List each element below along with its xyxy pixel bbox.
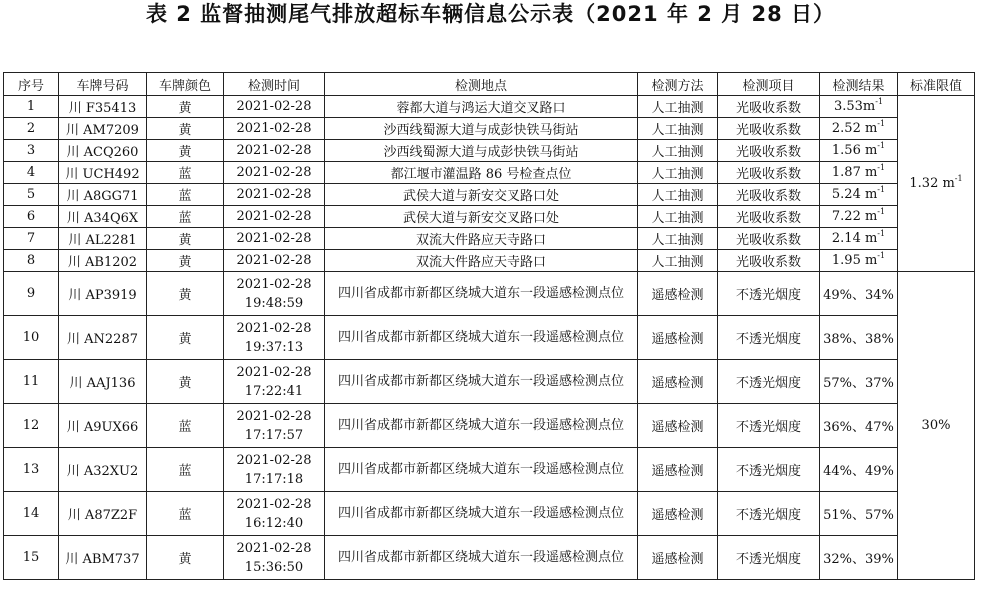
test-date: 2021-02-28 <box>236 364 312 380</box>
test-result-cell <box>820 536 898 580</box>
test-time-cell <box>224 228 325 250</box>
test-result-unit-exponent: -1 <box>877 141 886 150</box>
test-location-cell <box>325 96 638 118</box>
test-result-value: 49%、34% <box>823 288 894 303</box>
test-time-cell <box>224 140 325 162</box>
plate-number-cell: 川 F35413 <box>59 96 147 118</box>
test-result-value: 1.87 m <box>831 165 878 180</box>
test-location: 四川省成都市新都区绕城大道东一段遥感检测点位 <box>337 461 624 477</box>
plate-color-cell: 黄 <box>147 118 224 140</box>
plate-number-cell: 川 AL2281 <box>59 228 147 250</box>
test-location-cell <box>325 250 638 272</box>
row-number-cell: 10 <box>4 316 59 360</box>
test-location: 四川省成都市新都区绕城大道东一段遥感检测点位 <box>337 417 624 433</box>
plate-number-cell: 川 AN2287 <box>59 316 147 360</box>
test-item-cell: 不透光烟度 <box>718 272 820 316</box>
header-cell: 检测时间 <box>224 73 325 96</box>
test-time-cell <box>224 184 325 206</box>
test-date: 2021-02-28 <box>236 209 312 224</box>
test-location-cell <box>325 228 638 250</box>
test-item-cell: 光吸收系数 <box>718 228 820 250</box>
table-row <box>4 96 975 118</box>
test-location-cell <box>325 140 638 162</box>
test-time-cell <box>224 206 325 228</box>
test-location: 武侯大道与新安交叉路口处 <box>402 189 559 204</box>
test-result-value: 57%、37% <box>823 376 894 391</box>
test-location-cell <box>325 118 638 140</box>
test-date: 2021-02-28 <box>236 452 312 468</box>
test-result-cell <box>820 316 898 360</box>
test-method-cell: 遥感检测 <box>638 316 718 360</box>
test-location: 双流大件路应天寺路口 <box>415 233 546 248</box>
row-number-cell: 6 <box>4 206 59 228</box>
table-row <box>4 206 975 228</box>
test-result-value: 32%、39% <box>823 552 894 567</box>
test-result-cell <box>820 228 898 250</box>
test-item-cell: 不透光烟度 <box>718 492 820 536</box>
test-time-cell <box>224 536 325 580</box>
test-item-cell: 光吸收系数 <box>718 96 820 118</box>
plate-color-cell: 黄 <box>147 96 224 118</box>
test-location-cell <box>325 360 638 404</box>
plate-number-cell: 川 AM7209 <box>59 118 147 140</box>
row-number-cell: 15 <box>4 536 59 580</box>
table-row <box>4 140 975 162</box>
test-method-cell: 人工抽测 <box>638 140 718 162</box>
test-item-cell: 不透光烟度 <box>718 536 820 580</box>
test-result-value: 36%、47% <box>823 420 894 435</box>
test-date: 2021-02-28 <box>236 408 312 424</box>
test-location: 沙西线蜀源大道与成彭快铁马街站 <box>383 123 579 138</box>
plate-number-cell: 川 A32XU2 <box>59 448 147 492</box>
test-clock-time: 17:22:41 <box>244 383 304 399</box>
test-time-cell <box>224 96 325 118</box>
table-row <box>4 360 975 404</box>
test-time-cell <box>224 162 325 184</box>
test-result-value: 38%、38% <box>823 332 894 347</box>
test-method-cell: 人工抽测 <box>638 228 718 250</box>
test-result-cell <box>820 206 898 228</box>
row-number-cell: 1 <box>4 96 59 118</box>
test-result-cell <box>820 184 898 206</box>
test-location-cell <box>325 536 638 580</box>
header-cell: 检测地点 <box>325 73 638 96</box>
header-cell: 标准限值 <box>898 73 975 96</box>
test-result-cell <box>820 404 898 448</box>
test-date: 2021-02-28 <box>236 231 312 246</box>
test-location: 武侯大道与新安交叉路口处 <box>402 211 559 226</box>
test-method-cell: 人工抽测 <box>638 250 718 272</box>
test-date: 2021-02-28 <box>236 165 312 180</box>
plate-color-cell: 黄 <box>147 316 224 360</box>
test-date: 2021-02-28 <box>236 496 312 512</box>
test-time-cell <box>224 360 325 404</box>
header-cell: 车牌颜色 <box>147 73 224 96</box>
test-date: 2021-02-28 <box>236 187 312 202</box>
test-location: 四川省成都市新都区绕城大道东一段遥感检测点位 <box>337 549 624 565</box>
test-location-cell <box>325 404 638 448</box>
table-row <box>4 536 975 580</box>
table-row <box>4 448 975 492</box>
test-result-value: 1.95 m <box>831 253 878 268</box>
plate-color-cell: 黄 <box>147 140 224 162</box>
test-location: 沙西线蜀源大道与成彭快铁马街站 <box>383 145 579 160</box>
plate-number-cell: 川 ABM737 <box>59 536 147 580</box>
test-location: 四川省成都市新都区绕城大道东一段遥感检测点位 <box>337 285 624 301</box>
test-item-cell: 光吸收系数 <box>718 206 820 228</box>
test-location-cell <box>325 316 638 360</box>
test-result-cell <box>820 162 898 184</box>
test-date: 2021-02-28 <box>236 253 312 268</box>
table-row <box>4 118 975 140</box>
test-result-cell <box>820 492 898 536</box>
test-location: 四川省成都市新都区绕城大道东一段遥感检测点位 <box>337 373 624 389</box>
table-row <box>4 162 975 184</box>
row-number-cell: 2 <box>4 118 59 140</box>
test-result-value: 51%、57% <box>823 508 894 523</box>
test-location: 四川省成都市新都区绕城大道东一段遥感检测点位 <box>337 505 624 521</box>
test-item-cell: 不透光烟度 <box>718 448 820 492</box>
standard-limit-cell: 30% <box>898 272 975 580</box>
test-time-cell <box>224 404 325 448</box>
header-cell: 检测项目 <box>718 73 820 96</box>
test-method-cell: 人工抽测 <box>638 184 718 206</box>
test-result-unit-exponent: -1 <box>877 207 886 216</box>
plate-number-cell: 川 AP3919 <box>59 272 147 316</box>
row-number-cell: 8 <box>4 250 59 272</box>
test-result-unit-exponent: -1 <box>877 185 886 194</box>
row-number-cell: 3 <box>4 140 59 162</box>
test-result-value: 2.14 m <box>831 231 878 246</box>
test-date: 2021-02-28 <box>236 320 312 336</box>
plate-color-cell: 蓝 <box>147 448 224 492</box>
test-result-cell <box>820 250 898 272</box>
test-clock-time: 15:36:50 <box>244 559 304 575</box>
page-title: 表 2 监督抽测尾气排放超标车辆信息公示表（2021 年 2 月 28 日） <box>145 2 836 26</box>
test-item-cell: 光吸收系数 <box>718 250 820 272</box>
test-time-cell <box>224 316 325 360</box>
test-method-cell: 人工抽测 <box>638 162 718 184</box>
plate-number-cell: 川 A87Z2F <box>59 492 147 536</box>
plate-color-cell: 黄 <box>147 228 224 250</box>
test-method-cell: 遥感检测 <box>638 272 718 316</box>
test-result-value: 5.24 m <box>831 187 878 202</box>
test-result-cell <box>820 272 898 316</box>
test-result-unit-exponent: -1 <box>877 251 886 260</box>
test-date: 2021-02-28 <box>236 121 312 136</box>
row-number-cell: 14 <box>4 492 59 536</box>
row-number-cell: 5 <box>4 184 59 206</box>
header-row <box>4 73 975 96</box>
test-location-cell <box>325 162 638 184</box>
table-row <box>4 272 975 316</box>
test-time-cell <box>224 272 325 316</box>
test-location-cell <box>325 184 638 206</box>
test-date: 2021-02-28 <box>236 143 312 158</box>
table-row <box>4 404 975 448</box>
plate-number-cell: 川 AB1202 <box>59 250 147 272</box>
standard-limit-cell <box>898 96 975 272</box>
plate-number-cell: 川 A34Q6X <box>59 206 147 228</box>
plate-color-cell: 蓝 <box>147 206 224 228</box>
test-method-cell: 人工抽测 <box>638 206 718 228</box>
plate-number-cell: 川 AAJ136 <box>59 360 147 404</box>
header-cell: 检测结果 <box>820 73 898 96</box>
plate-color-cell: 黄 <box>147 272 224 316</box>
test-item-cell: 不透光烟度 <box>718 360 820 404</box>
test-location: 四川省成都市新都区绕城大道东一段遥感检测点位 <box>337 329 624 345</box>
standard-limit-value: 1.32 m <box>909 176 955 191</box>
test-clock-time: 19:48:59 <box>244 295 304 311</box>
header-cell: 序号 <box>4 73 59 96</box>
test-method-cell: 遥感检测 <box>638 360 718 404</box>
test-date: 2021-02-28 <box>236 276 312 292</box>
test-item-cell: 不透光烟度 <box>718 404 820 448</box>
header-cell: 车牌号码 <box>59 73 147 96</box>
row-number-cell: 7 <box>4 228 59 250</box>
vehicle-info-table <box>3 72 975 580</box>
test-result-value: 1.56 m <box>831 143 878 158</box>
row-number-cell: 4 <box>4 162 59 184</box>
test-time-cell <box>224 492 325 536</box>
test-result-cell <box>820 448 898 492</box>
test-clock-time: 16:12:40 <box>244 515 304 531</box>
test-method-cell: 遥感检测 <box>638 404 718 448</box>
plate-number-cell: 川 UCH492 <box>59 162 147 184</box>
test-time-cell <box>224 448 325 492</box>
plate-color-cell: 蓝 <box>147 404 224 448</box>
table-row <box>4 250 975 272</box>
test-clock-time: 19:37:13 <box>244 339 304 355</box>
test-result-cell <box>820 360 898 404</box>
test-location: 双流大件路应天寺路口 <box>415 255 546 270</box>
test-date: 2021-02-28 <box>236 99 312 114</box>
test-result-unit-exponent: -1 <box>877 163 886 172</box>
test-item-cell: 光吸收系数 <box>718 118 820 140</box>
test-item-cell: 光吸收系数 <box>718 184 820 206</box>
test-time-cell <box>224 250 325 272</box>
test-item-cell: 光吸收系数 <box>718 162 820 184</box>
test-method-cell: 遥感检测 <box>638 448 718 492</box>
plate-color-cell: 黄 <box>147 360 224 404</box>
test-clock-time: 17:17:57 <box>244 427 304 443</box>
plate-color-cell: 蓝 <box>147 162 224 184</box>
test-result-cell <box>820 96 898 118</box>
test-result-value: 7.22 m <box>831 209 878 224</box>
test-result-value: 3.53m <box>833 99 876 114</box>
test-result-cell <box>820 140 898 162</box>
test-result-cell <box>820 118 898 140</box>
test-method-cell: 人工抽测 <box>638 118 718 140</box>
test-time-cell <box>224 118 325 140</box>
table-row <box>4 228 975 250</box>
test-result-value: 44%、49% <box>823 464 894 479</box>
test-location-cell <box>325 206 638 228</box>
test-method-cell: 人工抽测 <box>638 96 718 118</box>
test-item-cell: 光吸收系数 <box>718 140 820 162</box>
test-method-cell: 遥感检测 <box>638 492 718 536</box>
table-row <box>4 316 975 360</box>
test-result-unit-exponent: -1 <box>875 97 884 106</box>
header-cell: 检测方法 <box>638 73 718 96</box>
row-number-cell: 13 <box>4 448 59 492</box>
plate-number-cell: 川 A8GG71 <box>59 184 147 206</box>
test-item-cell: 不透光烟度 <box>718 316 820 360</box>
test-clock-time: 17:17:18 <box>244 471 304 487</box>
test-result-unit-exponent: -1 <box>877 229 886 238</box>
plate-color-cell: 蓝 <box>147 184 224 206</box>
table-row <box>4 184 975 206</box>
test-location: 都江堰市灌温路 86 号检查点位 <box>390 167 572 182</box>
row-number-cell: 12 <box>4 404 59 448</box>
test-location: 蓉都大道与鸿运大道交叉路口 <box>396 101 566 116</box>
plate-number-cell: 川 ACQ260 <box>59 140 147 162</box>
plate-number-cell: 川 A9UX66 <box>59 404 147 448</box>
test-location-cell <box>325 272 638 316</box>
plate-color-cell: 黄 <box>147 250 224 272</box>
plate-color-cell: 蓝 <box>147 492 224 536</box>
test-location-cell <box>325 492 638 536</box>
plate-color-cell: 黄 <box>147 536 224 580</box>
test-date: 2021-02-28 <box>236 540 312 556</box>
test-method-cell: 遥感检测 <box>638 536 718 580</box>
test-result-unit-exponent: -1 <box>877 119 886 128</box>
test-result-value: 2.52 m <box>831 121 878 136</box>
row-number-cell: 11 <box>4 360 59 404</box>
standard-limit-exponent: -1 <box>954 174 963 183</box>
table-row <box>4 492 975 536</box>
row-number-cell: 9 <box>4 272 59 316</box>
test-location-cell <box>325 448 638 492</box>
